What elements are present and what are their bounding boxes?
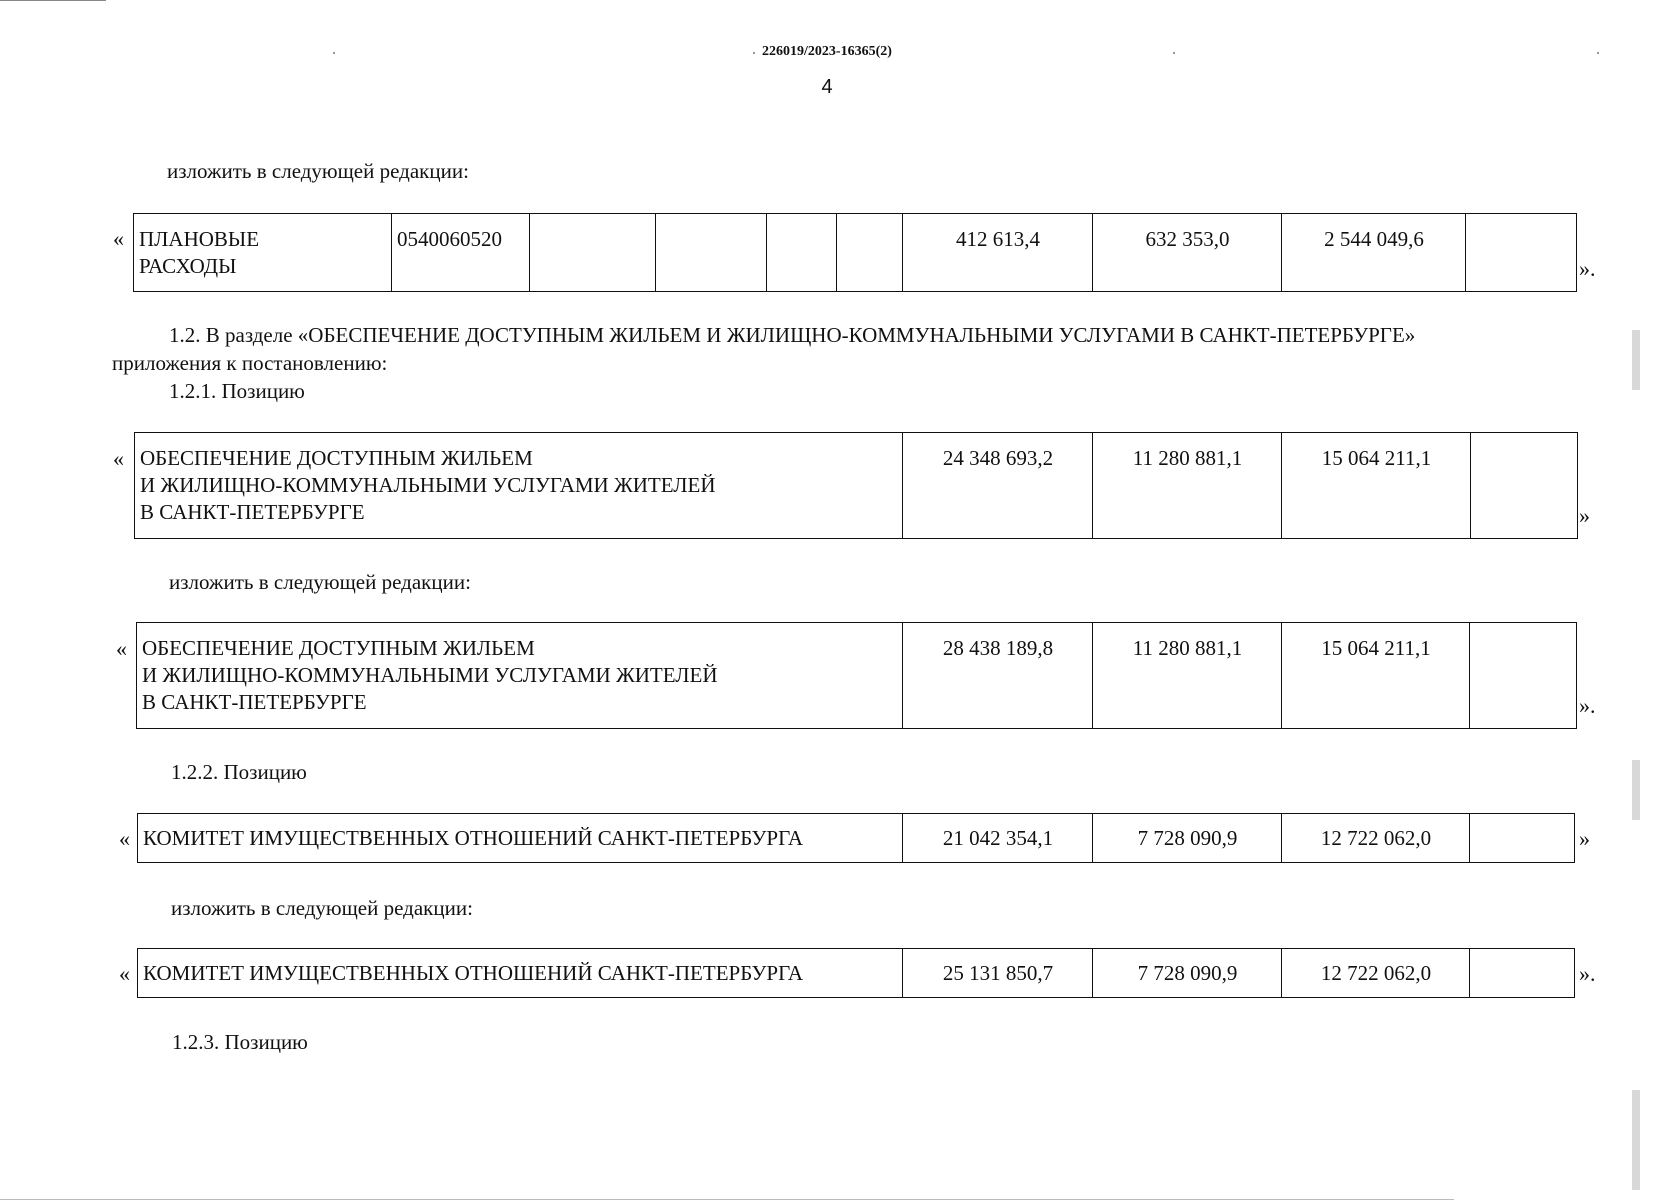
amount-cell: 24 348 693,2 — [903, 433, 1093, 539]
open-quote: « — [113, 446, 124, 471]
scan-edge-mark — [1632, 330, 1640, 390]
budget-table-housing-new — [136, 622, 1577, 729]
amount-cell — [1470, 623, 1577, 729]
amount-cell — [1466, 214, 1577, 292]
position-name-cell: ОБЕСПЕЧЕНИЕ ДОСТУПНЫМ ЖИЛЬЕМ И ЖИЛИЩНО-КОММУНАЛЬНЫМИ УСЛУГАМИ ЖИТЕЛЕЙ В САНКТ-ПЕТЕРБУРГЕ — [137, 623, 903, 729]
close-quote: » — [1579, 503, 1590, 528]
amount-cell: 15 064 211,1 — [1282, 623, 1470, 729]
open-quote: « — [119, 961, 130, 986]
amount-cell — [1471, 433, 1578, 539]
close-quote: » — [1579, 826, 1590, 851]
amount-cell: 15 064 211,1 — [1282, 433, 1471, 539]
amount-cell: 12 722 062,0 — [1282, 949, 1470, 998]
target-code-cell: 0540060520 — [392, 214, 530, 292]
table-row — [135, 433, 1578, 539]
amount-cell: 11 280 881,1 — [1093, 623, 1282, 729]
amount-cell: 632 353,0 — [1093, 214, 1282, 292]
amount-cell — [1470, 814, 1575, 863]
open-quote: « — [119, 826, 130, 851]
amount-cell: 28 438 189,8 — [903, 623, 1093, 729]
position-name-cell: КОМИТЕТ ИМУЩЕСТВЕННЫХ ОТНОШЕНИЙ САНКТ-ПЕТЕРБУРГА — [138, 814, 903, 863]
close-quote: ». — [1579, 693, 1596, 718]
amount-cell: 7 728 090,9 — [1093, 949, 1282, 998]
page-number: 4 — [821, 76, 833, 98]
budget-table-property-committee-new — [137, 948, 1575, 998]
budget-table-planned-expenses — [133, 213, 1577, 292]
budget-table-housing-current — [134, 432, 1578, 539]
amount-cell: 412 613,4 — [903, 214, 1093, 292]
section-paragraph-continuation: приложения к постановлению: — [112, 351, 388, 375]
subsection-heading: 1.2.3. Позицию — [172, 1030, 308, 1054]
position-name-cell: ОБЕСПЕЧЕНИЕ ДОСТУПНЫМ ЖИЛЬЕМ И ЖИЛИЩНО-КОММУНАЛЬНЫМИ УСЛУГАМИ ЖИТЕЛЕЙ В САНКТ-ПЕТЕРБУРГЕ — [135, 433, 903, 539]
table-row — [138, 949, 1575, 998]
scan-edge-mark — [1632, 1090, 1640, 1190]
scan-edge-mark — [1632, 760, 1640, 820]
subsection-heading: 1.2.1. Позицию — [169, 379, 305, 403]
close-quote: ». — [1579, 256, 1596, 281]
open-quote: « — [113, 226, 124, 251]
amount-cell: 21 042 354,1 — [903, 814, 1093, 863]
table-row — [138, 814, 1575, 863]
subsection-heading: 1.2.2. Позицию — [171, 760, 307, 784]
empty-cell — [656, 214, 767, 292]
close-quote: ». — [1579, 961, 1596, 986]
scan-edge-line — [0, 0, 106, 1]
document-number: 226019/2023-16365(2) — [762, 44, 892, 59]
empty-cell — [837, 214, 903, 292]
table-row — [137, 623, 1577, 729]
empty-cell — [767, 214, 837, 292]
amount-cell: 12 722 062,0 — [1282, 814, 1470, 863]
amount-cell: 11 280 881,1 — [1093, 433, 1282, 539]
amount-cell: 25 131 850,7 — [903, 949, 1093, 998]
position-name-cell: КОМИТЕТ ИМУЩЕСТВЕННЫХ ОТНОШЕНИЙ САНКТ-ПЕТЕРБУРГА — [138, 949, 903, 998]
empty-cell — [530, 214, 656, 292]
section-paragraph: 1.2. В разделе «ОБЕСПЕЧЕНИЕ ДОСТУПНЫМ ЖИЛЬЕМ И ЖИЛИЩНО-КОММУНАЛЬНЫМИ УСЛУГАМИ В САНКТ-ПЕТЕРБУРГЕ» — [169, 323, 1416, 347]
budget-table-property-committee-current — [137, 813, 1575, 863]
amount-cell: 7 728 090,9 — [1093, 814, 1282, 863]
position-name-cell: ПЛАНОВЫЕ РАСХОДЫ — [134, 214, 392, 292]
amount-cell: 2 544 049,6 — [1282, 214, 1466, 292]
edit-instruction: изложить в следующей редакции: — [167, 159, 469, 183]
amount-cell — [1470, 949, 1575, 998]
edit-instruction: изложить в следующей редакции: — [169, 570, 471, 594]
table-row — [134, 214, 1577, 292]
edit-instruction: изложить в следующей редакции: — [171, 896, 473, 920]
open-quote: « — [116, 636, 127, 661]
